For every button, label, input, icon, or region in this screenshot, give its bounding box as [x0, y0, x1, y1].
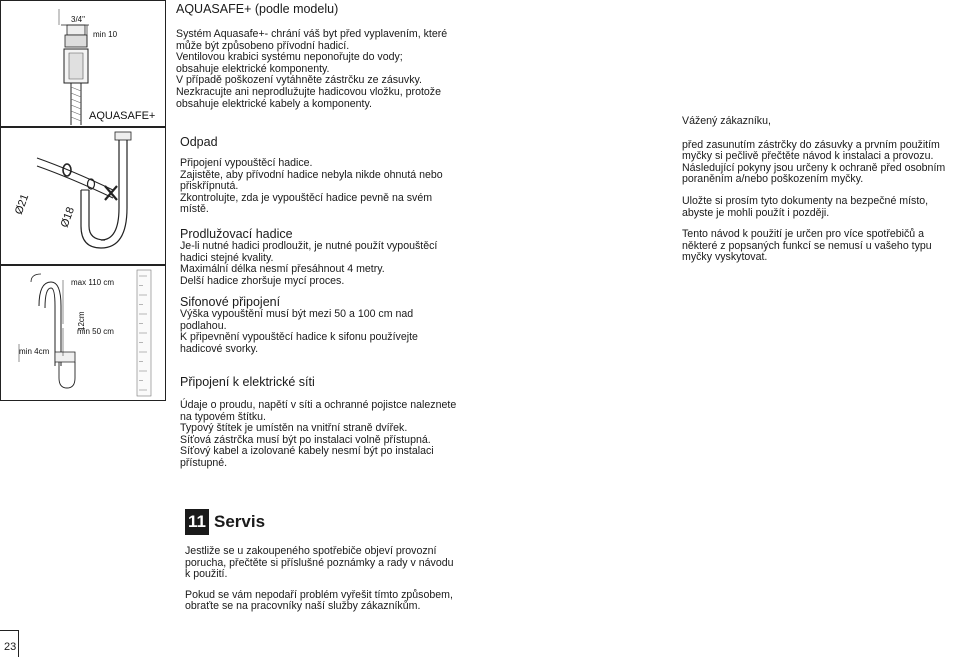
- aquasafe-line: obsahuje elektrické kabely a komponenty.: [176, 97, 372, 110]
- elektricka-sit-line: přístupné.: [180, 456, 228, 469]
- aquasafe-line: může být způsobeno přívodní hadicí.: [176, 39, 350, 52]
- elektricka-sit-section: [180, 375, 480, 470]
- section-number-badge: 11: [185, 509, 209, 535]
- intro-line: některé z popsaných funkcí se nemusí u vašeho typu: [682, 239, 932, 252]
- aquasafe-diagram: [0, 0, 166, 127]
- aquasafe-section: [176, 2, 476, 110]
- aquasafe-heading: AQUASAFE+ (podle modelu): [176, 2, 339, 16]
- servis-line: obraťte se na pracovníky naší služby zákazníkům.: [185, 600, 421, 613]
- elektricka-sit-line: Síťový kabel a izolované kabely nesmí být po instalaci: [180, 445, 434, 458]
- odpad-line: Zkontrolujte, zda je vypouštěcí hadice pevně na svém: [180, 191, 433, 204]
- aquasafe-label: AQUASAFE+: [89, 110, 156, 122]
- prodluzovaci-line: Delší hadice zhoršuje mycí proces.: [180, 274, 345, 287]
- aquasafe-line: obsahuje elektrické komponenty.: [176, 62, 330, 75]
- elektricka-sit-line: Typový štítek je umístěn na vnitřní straně dvířek.: [180, 422, 408, 435]
- page-number: 23: [4, 641, 17, 653]
- elektricka-sit-line: na typovém štítku.: [180, 410, 266, 423]
- intro-line: Následující pokyny jsou určeny k ochraně před osobním: [682, 161, 946, 174]
- min-height-label: min 50 cm: [77, 327, 114, 336]
- aquasafe-line: Nezkracujte ani neprodlužujte hadicovou vložku, protože: [176, 85, 441, 98]
- odpad-line: přiskřípnutá.: [180, 180, 239, 193]
- aquasafe-text: [176, 29, 476, 110]
- aquasafe-line: Ventilovou krabici systému neponořujte do vody;: [176, 51, 403, 64]
- thread-size-label: 3/4": [71, 15, 85, 24]
- aquasafe-hose-illustration: [1, 1, 165, 126]
- intro-line: Uložte si prosím tyto dokumenty na bezpečné místo,: [682, 194, 929, 207]
- servis-title: Servis: [214, 512, 266, 531]
- elektricka-sit-line: Údaje o proudu, napětí v síti a ochranné pojistce naleznete: [180, 399, 457, 411]
- intro-line: abyste je mohli použít i později.: [682, 206, 830, 219]
- intro-line: před zasunutím zástrčky do zásuvky a prvním použitím: [682, 138, 940, 151]
- min-length-label: min 10: [93, 30, 118, 39]
- aquasafe-line: V případě poškození vytáhněte zástrčku ze zásuvky.: [176, 74, 422, 87]
- drain-siphon-illustration: [1, 128, 165, 264]
- intro-line: Tento návod k použití je určen pro více spotřebičů a: [682, 228, 925, 241]
- intro-line: myčky si pečlivě přečtěte návod k instalaci a provozu.: [682, 150, 934, 163]
- drain-height-illustration: [1, 266, 165, 400]
- sifon-line: K připevnění vypouštěcí hadice k sifonu používejte: [180, 331, 418, 344]
- elektricka-sit-line: Síťová zástrčka musí být po instalaci volně přístupná.: [180, 433, 431, 446]
- drain-height-diagram: [0, 265, 166, 401]
- odpad-line: Připojení vypouštěcí hadice.: [180, 157, 313, 169]
- aquasafe-line: Systém Aquasafe+- chrání váš byt před vyplavením, které: [176, 28, 448, 40]
- min-gap-label: min 4cm: [19, 347, 50, 356]
- prodluzovaci-line: hadici stejné kvality.: [180, 251, 274, 264]
- intro-section: [682, 116, 960, 264]
- odpad-section: [180, 135, 480, 216]
- greeting: Vážený zákazníku,: [682, 115, 771, 127]
- prodluzovaci-section: [180, 227, 480, 287]
- elektricka-sit-heading: Připojení k elektrické síti: [180, 375, 315, 389]
- sifon-line: Výška vypouštění musí být mezi 50 a 100 cm nad: [180, 308, 414, 320]
- diameter-21-label: Ø21: [12, 192, 32, 217]
- intro-line: poraněním a/nebo poškozením myčky.: [682, 173, 864, 186]
- prodluzovaci-line: Maximální délka nesmí přesáhnout 4 metry.: [180, 263, 385, 276]
- max-height-label: max 110 cm: [71, 278, 114, 287]
- sifon-heading: Sifonové připojení: [180, 295, 281, 309]
- sifon-line: hadicové svorky.: [180, 342, 259, 355]
- servis-line: Pokud se vám nepodaří problém vyřešit tímto způsobem,: [185, 588, 453, 601]
- prodluzovaci-line: Je-li nutné hadici prodloužit, je nutné použít vypouštěcí: [180, 240, 438, 252]
- servis-line: k použití.: [185, 568, 228, 581]
- drain-diameter-diagram: [0, 127, 166, 265]
- sifon-line: podlahou.: [180, 319, 227, 332]
- servis-section: [185, 509, 485, 613]
- servis-heading: [185, 509, 485, 535]
- intro-line: myčky vyskytovat.: [682, 251, 768, 264]
- odpad-heading: Odpad: [180, 135, 218, 149]
- sifon-section: [180, 295, 480, 355]
- odpad-line: Zajistěte, aby přívodní hadice nebyla nikde ohnutá nebo: [180, 168, 443, 181]
- cross-mark-icon: [105, 186, 117, 200]
- diameter-18-label: Ø18: [58, 205, 78, 230]
- odpad-line: místě.: [180, 203, 209, 216]
- prodluzovaci-heading: Prodlužovací hadice: [180, 227, 293, 241]
- servis-line: Jestliže se u zakoupeného spotřebiče objeví provozní: [185, 545, 437, 557]
- hose-clearance-label: 12cm: [77, 311, 86, 331]
- servis-line: porucha, přečtěte si příslušné poznámky a rady v návodu: [185, 556, 454, 569]
